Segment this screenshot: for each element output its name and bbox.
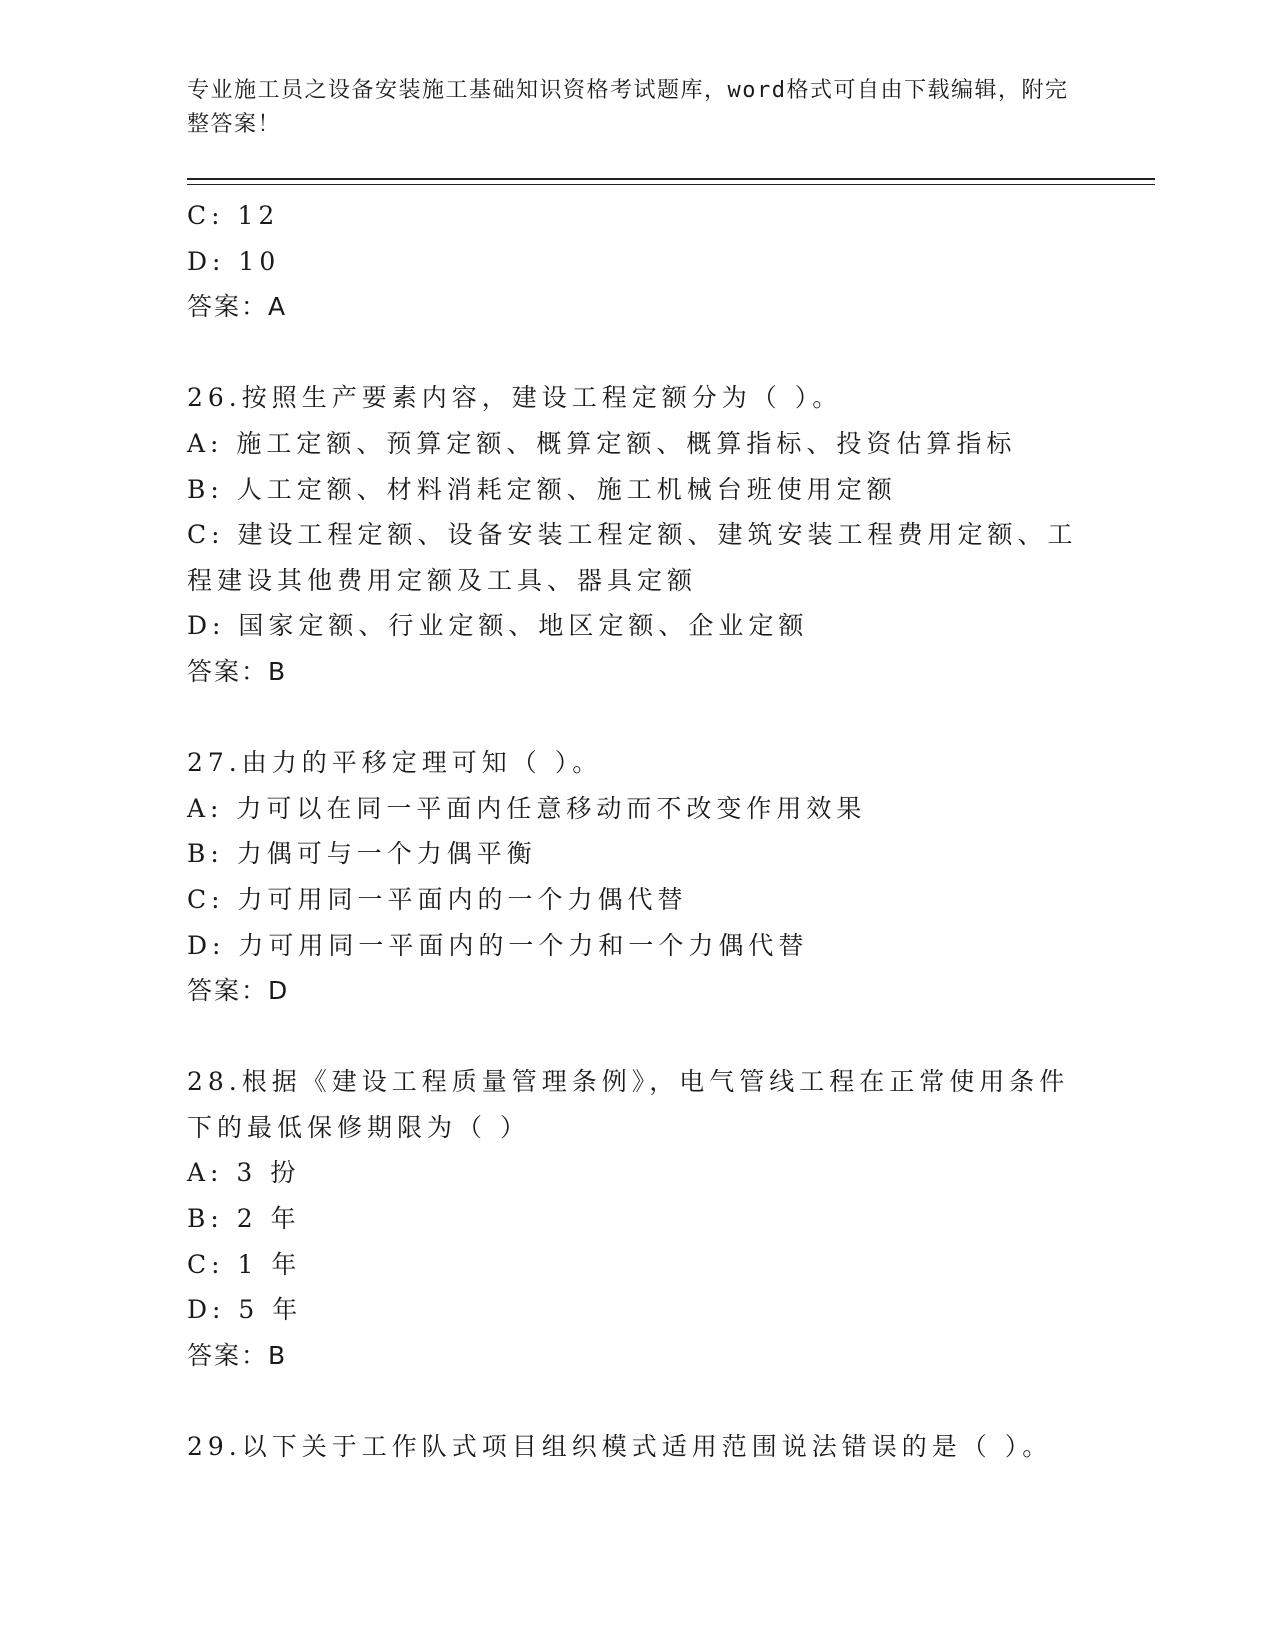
option-a: A: 施工定额、预算定额、概算定额、概算指标、投资估算指标 <box>187 428 1017 458</box>
answer: 答案：B <box>187 1340 288 1370</box>
question-stem: 26.按照生产要素内容，建设工程定额分为（ ）。 <box>187 383 843 413</box>
option-b: B: 人工定额、材料消耗定额、施工机械台班使用定额 <box>187 474 897 504</box>
document-header: 专业施工员之设备安装施工基础知识资格考试题库，word格式可自由下载编辑，附完整答案！ <box>187 78 1069 137</box>
document-body <box>187 193 1087 1470</box>
header-divider <box>187 178 1155 180</box>
question-stem: 29.以下关于工作队式项目组织模式适用范围说法错误的是（ ）。 <box>187 1432 1053 1462</box>
option-b: B: 2 年 <box>187 1204 301 1234</box>
option-c: C: 力可用同一平面内的一个力偶代替 <box>187 884 688 914</box>
option-d: D: 10 <box>187 246 281 276</box>
spacer <box>187 695 1087 741</box>
option-c: C: 1 年 <box>187 1249 302 1279</box>
option-d: D: 国家定额、行业定额、地区定额、企业定额 <box>187 611 809 641</box>
question-stem: 27.由力的平移定理可知（ ）。 <box>187 748 603 778</box>
option-d: D: 力可用同一平面内的一个力和一个力偶代替 <box>187 930 809 960</box>
spacer <box>187 1014 1087 1060</box>
answer: 答案：A <box>187 292 288 322</box>
option-a: A: 3 扮 <box>187 1158 301 1188</box>
question-stem: 28.根据《建设工程质量管理条例》，电气管线工程在正常使用条件下的最低保修期限为（ ） <box>187 1067 1070 1142</box>
spacer <box>187 330 1087 376</box>
spacer <box>187 1378 1087 1424</box>
option-c: C: 建设工程定额、设备安装工程定额、建筑安装工程费用定额、工程建设其他费用定额及工具、器具定额 <box>187 520 1078 595</box>
option-c: C: 12 <box>187 201 280 230</box>
header-divider-thin <box>187 184 1155 185</box>
option-a: A: 力可以在同一平面内任意移动而不改变作用效果 <box>187 793 867 823</box>
option-b: B: 力偶可与一个力偶平衡 <box>187 839 537 869</box>
option-d: D: 5 年 <box>187 1295 303 1325</box>
answer: 答案：D <box>187 976 290 1006</box>
answer: 答案：B <box>187 656 288 686</box>
